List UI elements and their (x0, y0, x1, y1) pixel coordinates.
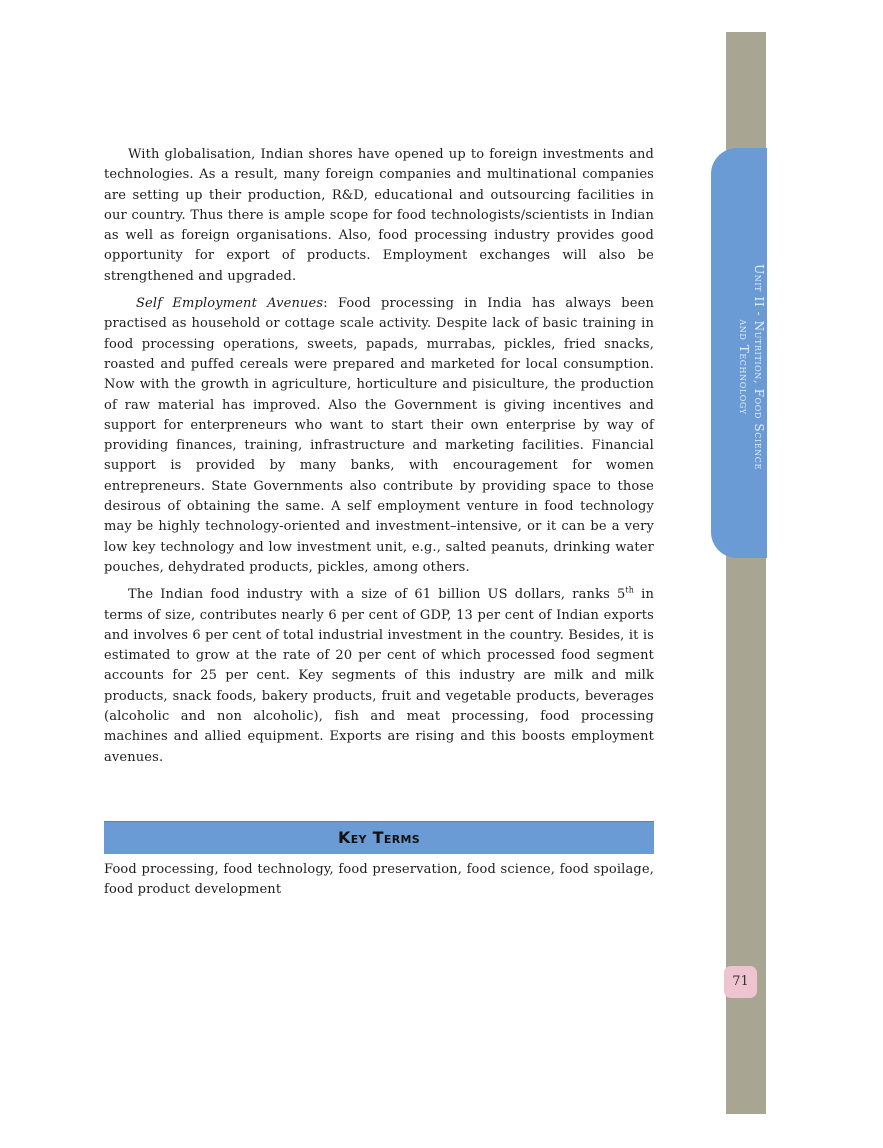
self-employment-body: : Food processing in India has always been practised as household or cottage scale activity. Despite lack of basic training in food processing operations, sweets, papads, murrabas, pickles, fried snacks, roasted and puffed cereals were prepared and marketed for local consumption. Now with the growth in agriculture, horticulture and pisiculture, the production of raw material has improved. Also the Government is giving incentives and support for enterpreneurs who want to start their own enterprise by way of providing finances, training, infrastructure and marketing facilities. Financial support is provided by many banks, with encouragement for women entrepreneurs. State Governments also contribute by providing space to those desirous of obtaining the same. A self employment venture in food technology may be highly technology-oriented and investment–intensive, or it can be a very low key technology and low investment unit, e.g., salted peanuts, drinking water pouches, dehydrated products, pickles, among others. (104, 296, 654, 575)
page-number: 71 (724, 966, 757, 998)
paragraph-globalisation: With globalisation, Indian shores have opened up to foreign investments and technologies. As a result, many foreign companies and multinational companies are setting up their production, R&D, educational and outsourcing facilities in our country. Thus there is ample scope for food technologists/scientists in Indian as well as foreign organisations. Also, food processing industry provides good opportunity for export of products. Employment exchanges will also be strengthened and upgraded. (104, 147, 654, 284)
key-terms-heading: Key Terms (104, 821, 654, 854)
food-industry-start: The Indian food industry with a size of 61 billion US dollars, ranks 5 (128, 587, 626, 603)
paragraph-self-employment (104, 294, 654, 578)
ordinal-superscript: th (625, 585, 635, 595)
body-text (104, 145, 654, 775)
key-terms-list: Food processing, food technology, food preservation, food science, food spoilage, food product development (104, 862, 654, 898)
paragraph-food-industry (104, 585, 654, 768)
unit-label: Unit II - Nutrition, Food Science and Technology (737, 264, 766, 470)
unit-tab (711, 148, 767, 558)
self-employment-term: Self Employment Avenues (136, 296, 324, 312)
food-industry-rest: in terms of size, contributes nearly 6 per cent of GDP, 13 per cent of Indian exports and involves 6 per cent of total industrial investment in the country. Besides, it is estimated to grow at the rate of 20 per cent of which processed food segment accounts for 25 per cent. Key segments of this industry are milk and milk products, snack foods, bakery products, fruit and vegetable products, beverages (alcoholic and non alcoholic), fish and meat processing, food processing machines and allied equipment. Exports are rising and this boosts employment avenues. (104, 587, 654, 765)
